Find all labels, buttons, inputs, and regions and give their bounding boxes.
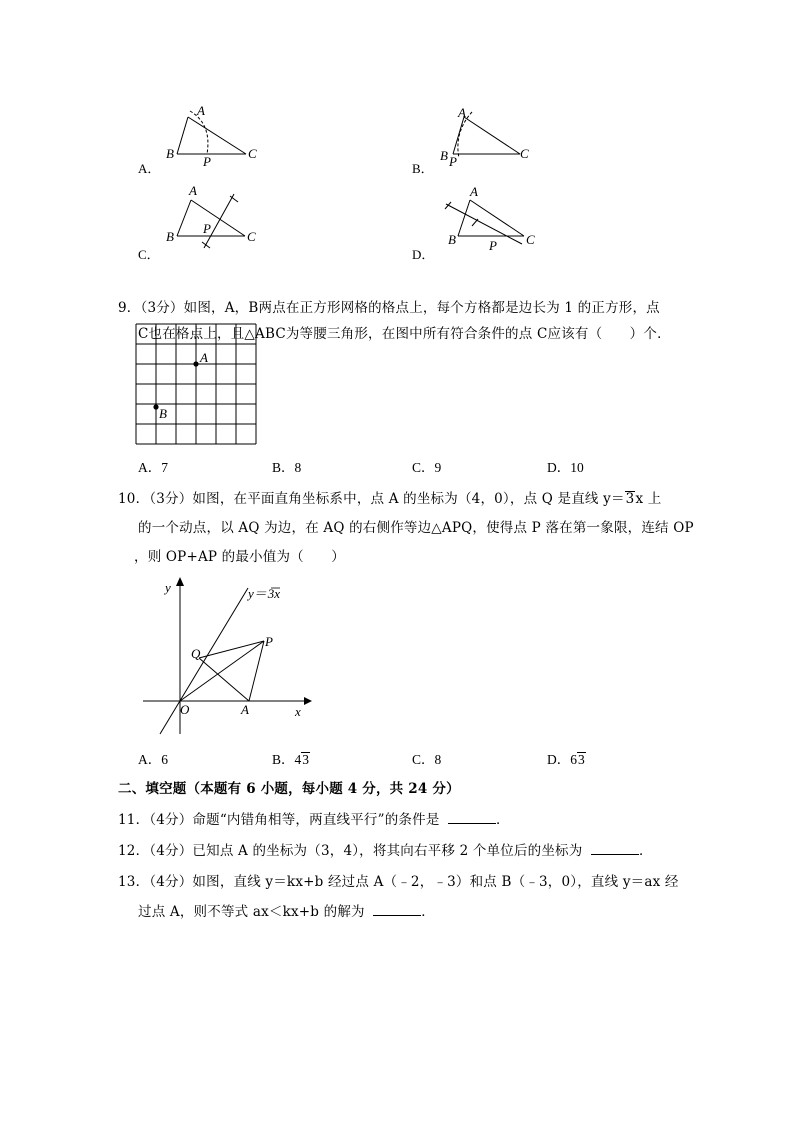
q10-line-1-end: x 上 bbox=[635, 491, 662, 507]
q9-option-b[interactable]: B．8 bbox=[272, 460, 302, 475]
label-c: C bbox=[520, 146, 529, 161]
side-ac bbox=[191, 200, 245, 236]
point-a-label: A bbox=[200, 350, 208, 365]
y-axis-arrow bbox=[176, 577, 184, 586]
point-a-dot bbox=[193, 361, 198, 366]
q13-line-1: 13．（4分）如图，直线 y＝kx+b 经过点 A（﹣2，﹣3）和点 B（﹣3，0），直线 y＝ax 经 bbox=[118, 874, 679, 890]
option-b-label[interactable]: B． bbox=[412, 161, 434, 176]
point-q-label: Q bbox=[191, 646, 201, 661]
label-b: B bbox=[440, 148, 448, 163]
q10-line-2: 的一个动点，以 AQ 为边，在 AQ 的右侧作等边△APQ，使得点 P 落在第一象限，连结 OP bbox=[138, 520, 694, 536]
label-a: A bbox=[458, 105, 466, 120]
label-b: B bbox=[448, 232, 456, 247]
option-b-figure bbox=[434, 100, 544, 170]
label-p: P bbox=[203, 154, 211, 169]
segment-qp bbox=[199, 641, 264, 658]
q10-option-a[interactable]: A．6 bbox=[138, 752, 168, 767]
option-c-label[interactable]: C． bbox=[138, 247, 160, 262]
option-c-figure bbox=[160, 182, 270, 252]
segment-qa bbox=[199, 658, 249, 701]
y-axis-label: y bbox=[165, 580, 171, 595]
label-b: B bbox=[166, 229, 174, 244]
q11-question: 11．（4分）命题“内错角相等，两直线平行”的条件是 bbox=[118, 812, 440, 828]
label-a: A bbox=[197, 103, 205, 118]
sqrt-sign: 3 bbox=[625, 491, 635, 507]
q12-answer-blank[interactable] bbox=[591, 842, 639, 855]
q9-option-d[interactable]: D．10 bbox=[547, 460, 584, 475]
q10-option-c[interactable]: C．8 bbox=[412, 752, 442, 767]
line-y-sqrt3x bbox=[160, 588, 248, 734]
q13-line-2 bbox=[138, 902, 435, 922]
point-b-dot bbox=[153, 404, 158, 409]
label-c: C bbox=[526, 232, 535, 247]
q10-option-d[interactable] bbox=[547, 748, 586, 768]
q9-option-a[interactable]: A．7 bbox=[138, 460, 168, 475]
q10-line-1 bbox=[118, 489, 661, 509]
arc-tick bbox=[202, 242, 210, 248]
origin-label: O bbox=[180, 702, 190, 717]
section-2-heading: 二、填空题（本题有 6 小题，每小题 4 分，共 24 分） bbox=[118, 781, 460, 797]
label-p: P bbox=[489, 238, 497, 253]
q10-line-1-text: 10．（3分）如图，在平面直角坐标系中，点 A 的坐标为（4，0），点 Q 是直线 y＝ bbox=[118, 491, 625, 507]
q13-question: 过点 A，则不等式 ax＜kx+b 的解为 bbox=[138, 904, 365, 920]
q10-option-b-text: B．4 bbox=[272, 752, 302, 767]
point-a-label: A bbox=[241, 702, 249, 717]
side-ab bbox=[177, 200, 191, 236]
option-d-figure bbox=[434, 182, 544, 252]
q11-answer-blank[interactable] bbox=[448, 811, 496, 824]
q11-end: ． bbox=[496, 812, 510, 828]
side-ab bbox=[453, 117, 464, 154]
label-c: C bbox=[247, 229, 256, 244]
option-a-figure bbox=[160, 100, 270, 170]
q9-line-2: C也在格点上，且△ABC为等腰三角形，在图中所有符合条件的点 C应该有（ ）个． bbox=[138, 326, 671, 342]
option-d-label[interactable]: D． bbox=[412, 247, 435, 262]
label-a: A bbox=[470, 184, 478, 199]
x-axis-label: x bbox=[295, 704, 301, 719]
label-c: C bbox=[248, 146, 257, 161]
q9-option-c[interactable]: C．9 bbox=[412, 460, 442, 475]
q13-end: ． bbox=[421, 904, 435, 920]
label-p: P bbox=[203, 221, 211, 236]
q13-answer-blank[interactable] bbox=[373, 903, 421, 916]
bisector-line bbox=[446, 204, 522, 244]
q10-coordinate-graph bbox=[138, 574, 318, 746]
sqrt-sign: 3 bbox=[578, 752, 585, 767]
sqrt-sign: 3 bbox=[302, 752, 310, 767]
side-ac bbox=[188, 117, 246, 154]
side-ac bbox=[464, 117, 520, 154]
q12-end: ． bbox=[638, 843, 653, 859]
q9-grid-figure bbox=[134, 322, 264, 450]
q9-line-1: 9．（3分）如图，A，B两点在正方形网格的格点上，每个方格都是边长为 1 的正方形，点 bbox=[118, 300, 660, 316]
side-ab bbox=[177, 117, 188, 154]
q12-question: 12．（4分）已知点 A 的坐标为（3，4），将其向右平移 2 个单位后的坐标为 bbox=[118, 843, 583, 859]
q10-option-b[interactable] bbox=[272, 748, 310, 768]
square-grid bbox=[136, 324, 256, 444]
x-axis-arrow bbox=[304, 697, 312, 705]
side-ab bbox=[458, 200, 470, 236]
q10-option-d-text: D．6 bbox=[547, 752, 577, 767]
label-b: B bbox=[166, 146, 174, 161]
line-label: y＝3x bbox=[248, 586, 281, 601]
q10-line-3: ，则 OP+AP 的最小值为（ ） bbox=[134, 549, 345, 565]
option-a-label[interactable]: A． bbox=[138, 161, 161, 176]
arc-tick bbox=[472, 219, 478, 226]
arc-tick bbox=[445, 202, 451, 209]
point-b-label: B bbox=[159, 406, 167, 421]
label-a: A bbox=[189, 183, 197, 198]
point-p-label: P bbox=[265, 634, 273, 649]
q12-text bbox=[118, 841, 653, 861]
q11-text bbox=[118, 810, 510, 830]
label-p: P bbox=[449, 154, 457, 169]
